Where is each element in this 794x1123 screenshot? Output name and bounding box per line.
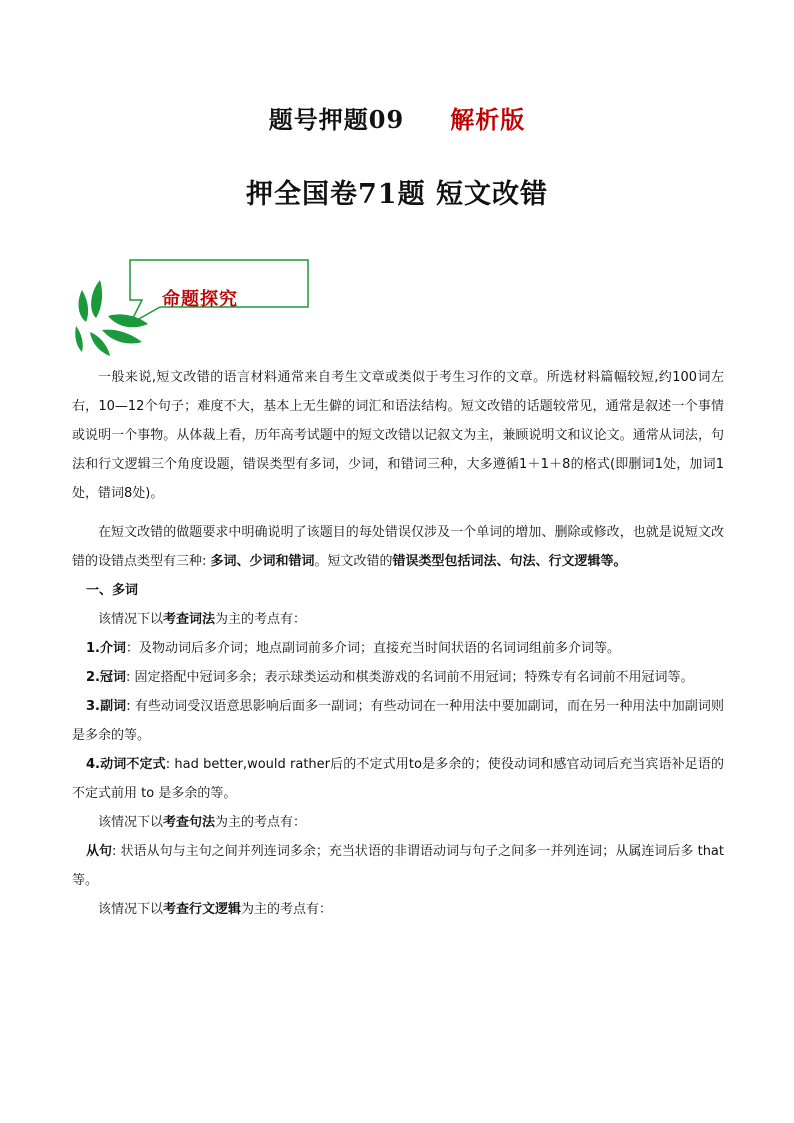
item-text: : 有些动词受汉语意思影响后面多一副词；有些动词在一种用法中要加副词，而在另一种用法中加副词则是多余的等。 xyxy=(72,699,724,743)
item-text: ：及物动词后多介词；地点副词前多介词；直接充当时间状语的名词词组前多介词等。 xyxy=(125,641,620,656)
syntax-lead xyxy=(72,808,724,837)
title-version-label: 解析版 xyxy=(450,105,526,134)
lead-text-2: 为主的考点有： xyxy=(215,815,307,830)
lead-text-2: 为主的考点有： xyxy=(241,902,333,917)
item-clause xyxy=(72,837,724,895)
lead-bold: 考查词法 xyxy=(163,612,216,627)
lead-bold: 考查行文逻辑 xyxy=(163,902,242,917)
error-types-paragraph xyxy=(72,518,724,576)
lead-text: 该情况下以 xyxy=(98,612,164,627)
item-label: 1.介词 xyxy=(86,641,126,656)
error-types-bold-2: 错误类型包括词法、句法、行文逻辑等。 xyxy=(392,554,627,569)
item-text: : 固定搭配中冠词多余；表示球类运动和棋类游戏的名词前不用冠词；特殊专有名词前不用冠词等。 xyxy=(125,670,694,685)
item-text: : had better,would rather后的不定式用to是多余的；使役动词和感官动词后充当宾语补足语的不定式前用 to 是多余的等。 xyxy=(72,757,725,801)
document-body xyxy=(72,363,724,924)
item-article xyxy=(72,663,724,692)
error-types-text-2: 。短文改错的 xyxy=(314,554,393,569)
error-types-text: 在短文改错的做题要求中明确说明了该题目的每处错误仅涉及一个单词的增加、删除或修改，也就是说短文改错的设错点类型有三种: xyxy=(72,525,724,569)
item-adverb xyxy=(72,692,724,750)
item-preposition xyxy=(72,634,724,663)
error-types-bold: 多词、少词和错词 xyxy=(210,554,315,569)
section-heading-extra-word: 一、多词 xyxy=(86,583,139,598)
logic-lead xyxy=(72,895,724,924)
document-title xyxy=(0,100,794,135)
title-main: 题号押题09 xyxy=(268,105,405,134)
lexical-lead xyxy=(72,605,724,634)
section-banner-title: 命题探究 xyxy=(162,289,238,310)
lead-text-2: 为主的考点有： xyxy=(215,612,307,627)
lead-text: 该情况下以 xyxy=(98,815,164,830)
item-infinitive xyxy=(72,750,724,808)
item-label: 3.副词 xyxy=(86,699,127,714)
item-label: 从句 xyxy=(86,844,113,859)
item-label: 2.冠词 xyxy=(86,670,126,685)
lead-text: 该情况下以 xyxy=(98,902,164,917)
item-text: : 状语从句与主句之间并列连词多余；充当状语的非谓语动词与句子之间多一并列连词；从属连词后多 that等。 xyxy=(72,844,724,888)
intro-paragraph: 一般来说,短文改错的语言材料通常来自考生文章或类似于考生习作的文章。所选材料篇幅较短,约100词左右，10—12个句子；难度不大，基本上无生僻的词汇和语法结构。短文改错的话题较常见，通常是叙述一个事情或说明一个事物。从体裁上看，历年高考试题中的短文改错以记叙文为主，兼顾说明文和议论文。通常从词法，句法和行文逻辑三个角度设题，错误类型有多词，少词，和错词三种，大多遵循1＋1＋8的格式(即删词1处，加词1处，错词8处)。 xyxy=(72,370,724,501)
document-subtitle: 押全国卷71题 短文改错 xyxy=(246,179,548,210)
item-label: 4.动词不定式 xyxy=(86,757,166,772)
lead-bold: 考查句法 xyxy=(163,815,216,830)
